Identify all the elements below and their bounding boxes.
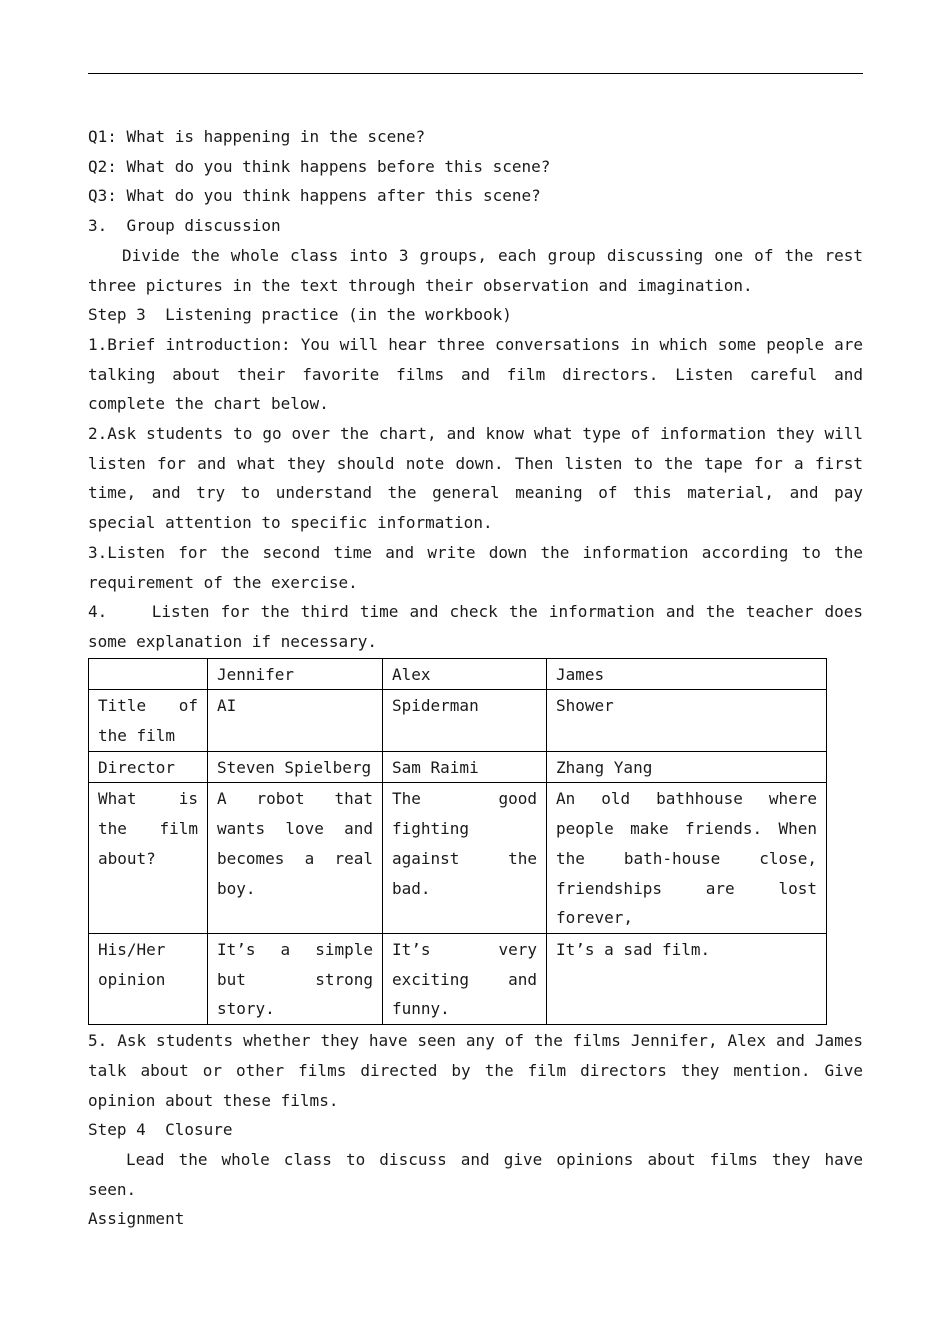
table-header-cell: Alex — [383, 658, 547, 690]
closure-text: Lead the whole class to discuss and give opinions about films they have seen. — [88, 1149, 863, 1199]
table-cell: Sam Raimi — [383, 751, 547, 783]
table-header-cell — [89, 658, 208, 690]
question-2: Q2: What do you think happens before this scene? — [88, 156, 551, 176]
table-row — [89, 933, 827, 1024]
listening-item-3: 3.Listen for the second time and write down the information according to the requirement of the exercise. — [88, 542, 863, 592]
table-cell: It’s a sad film. — [547, 933, 827, 1024]
table-row-label: Title of the film — [89, 690, 208, 751]
film-chart-table — [88, 658, 827, 1025]
table-cell: A robot that wants love and becomes a real boy. — [208, 783, 383, 934]
table-row — [89, 783, 827, 934]
group-discussion-text: Divide the whole class into 3 groups, each group discussing one of the rest three pictures in the text through their observation and imagination. — [88, 245, 863, 295]
table-cell: An old bathhouse where people make friends. When the bath-house close, friendships are lost forever, — [547, 783, 827, 934]
assignment-heading: Assignment — [88, 1209, 185, 1229]
table-cell: It’s a simple but strong story. — [208, 933, 383, 1024]
group-discussion-heading: 3. Group discussion — [88, 216, 281, 236]
table-header-row — [89, 658, 827, 690]
listening-item-1: 1.Brief introduction: You will hear three conversations in which some people are talking about their favorite films and film directors. Listen careful and complete the chart below. — [88, 334, 863, 414]
table-row-label: Director — [89, 751, 208, 783]
question-1: Q1: What is happening in the scene? — [88, 127, 426, 146]
table-cell: Steven Spielberg — [208, 751, 383, 783]
table-cell: It’s very exciting and funny. — [383, 933, 547, 1024]
listening-item-4: 4. Listen for the third time and check the information and the teacher does some explanation if necessary. — [88, 602, 873, 651]
table-row-label: His/Her opinion — [89, 933, 208, 1024]
header-rule — [88, 73, 863, 74]
step-3-heading: Step 3 Listening practice (in the workbook) — [88, 305, 512, 325]
table-cell: Shower — [547, 690, 827, 751]
table-cell: Spiderman — [383, 690, 547, 751]
document-body — [88, 122, 873, 1234]
table-header-cell: James — [547, 658, 827, 690]
table-cell: AI — [208, 690, 383, 751]
table-cell: Zhang Yang — [547, 751, 827, 783]
step-4-heading: Step 4 Closure — [88, 1120, 233, 1140]
table-row — [89, 690, 827, 751]
table-row-label: What is the film about? — [89, 783, 208, 934]
table-header-cell: Jennifer — [208, 658, 383, 690]
listening-item-5: 5. Ask students whether they have seen any of the films Jennifer, Alex and James talk about or other films directed by the film directors they mention. Give opinion about these films. — [88, 1031, 863, 1110]
table-cell: The good fighting against the bad. — [383, 783, 547, 934]
listening-item-2: 2.Ask students to go over the chart, and know what type of information they will listen for and what they should note down. Then listen to the tape for a first time, and try to understand the general meaning of this material, and pay special attention to specific information. — [88, 424, 863, 533]
table-row — [89, 751, 827, 783]
question-3: Q3: What do you think happens after this scene? — [88, 186, 541, 206]
